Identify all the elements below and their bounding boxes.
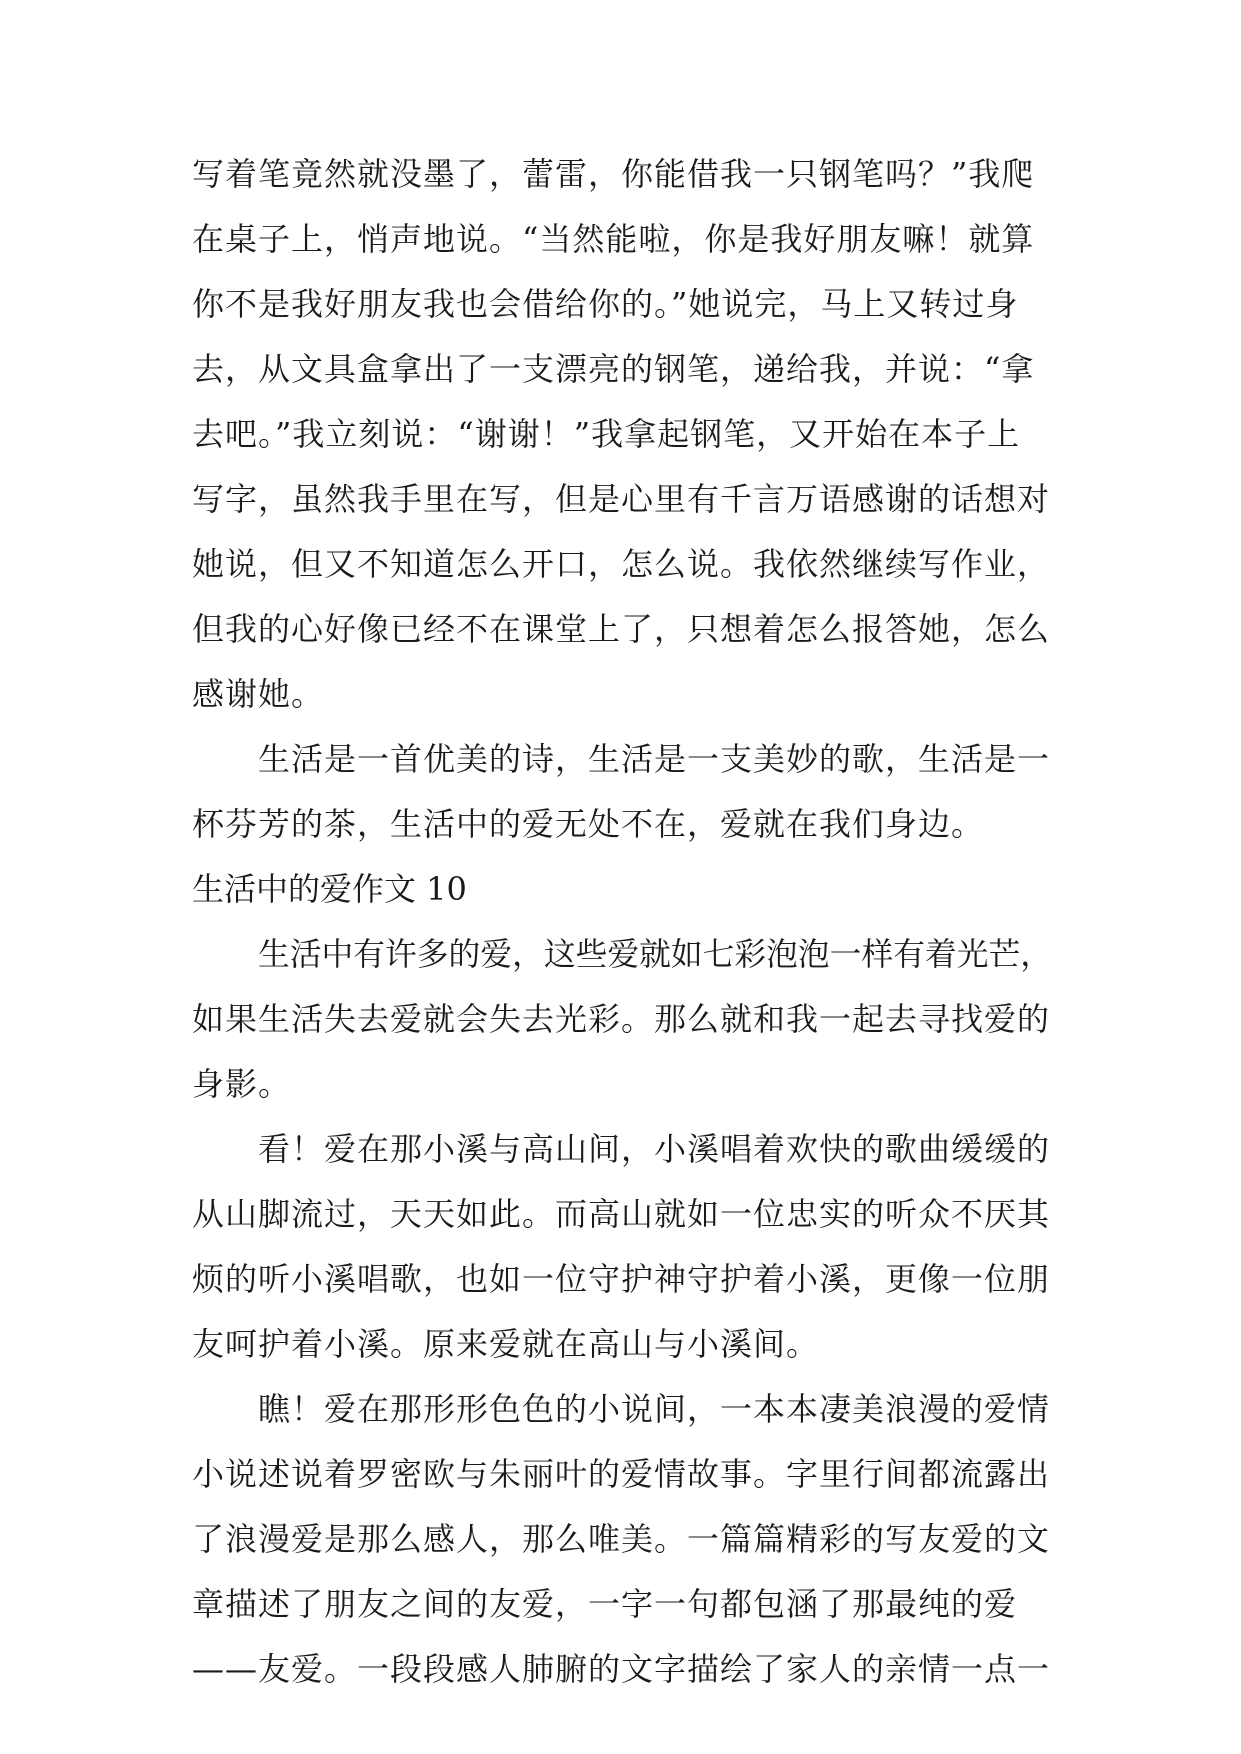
text-line: 写着笔竟然就没墨了，蕾雷，你能借我一只钢笔吗？”我爬 bbox=[192, 155, 1035, 193]
text-line: 小说述说着罗密欧与朱丽叶的爱情故事。字里行间都流露出 bbox=[192, 1455, 1051, 1493]
paragraph-first-line: 瞧！爱在那形形色色的小说间，一本本凄美浪漫的爱情 bbox=[258, 1390, 1051, 1428]
text-line: 杯芬芳的茶，生活中的爱无处不在，爱就在我们身边。 bbox=[192, 805, 985, 843]
text-line: 感谢她。 bbox=[192, 675, 325, 713]
text-line: 在桌子上，悄声地说。“当然能啦，你是我好朋友嘛！就算 bbox=[192, 220, 1035, 258]
section-heading: 生活中的爱作文 10 bbox=[192, 870, 467, 908]
text-line: 去吧。”我立刻说：“谢谢！”我拿起钢笔，又开始在本子上 bbox=[192, 415, 1021, 453]
text-line: 了浪漫爱是那么感人，那么唯美。一篇篇精彩的写友爱的文 bbox=[192, 1520, 1051, 1558]
text-line: 去，从文具盒拿出了一支漂亮的钢笔，递给我，并说：“拿 bbox=[192, 350, 1035, 388]
text-line: 章描述了朋友之间的友爱，一字一句都包涵了那最纯的爱 bbox=[192, 1585, 1018, 1623]
text-line: 友呵护着小溪。原来爱就在高山与小溪间。 bbox=[192, 1325, 820, 1363]
text-line: 她说，但又不知道怎么开口，怎么说。我依然继续写作业， bbox=[192, 545, 1051, 583]
paragraph-first-line: 生活中有许多的爱，这些爱就如七彩泡泡一样有着光芒， bbox=[258, 935, 1053, 973]
text-line: 写字，虽然我手里在写，但是心里有千言万语感谢的话想对 bbox=[192, 480, 1051, 518]
text-line: ——友爱。一段段感人肺腑的文字描绘了家人的亲情一点一 bbox=[192, 1650, 1051, 1688]
text-line: 烦的听小溪唱歌，也如一位守护神守护着小溪，更像一位朋 bbox=[192, 1260, 1051, 1298]
text-line: 你不是我好朋友我也会借给你的。”她说完，马上又转过身 bbox=[192, 285, 1019, 323]
paragraph-first-line: 生活是一首优美的诗，生活是一支美妙的歌，生活是一 bbox=[258, 740, 1051, 778]
paragraph-first-line: 看！爱在那小溪与高山间，小溪唱着欢快的歌曲缓缓的 bbox=[258, 1130, 1051, 1168]
text-line: 如果生活失去爱就会失去光彩。那么就和我一起去寻找爱的 bbox=[192, 1000, 1051, 1038]
text-line: 但我的心好像已经不在课堂上了，只想着怎么报答她，怎么 bbox=[192, 610, 1051, 648]
text-line: 从山脚流过，天天如此。而高山就如一位忠实的听众不厌其 bbox=[192, 1195, 1051, 1233]
text-line: 身影。 bbox=[192, 1065, 292, 1103]
